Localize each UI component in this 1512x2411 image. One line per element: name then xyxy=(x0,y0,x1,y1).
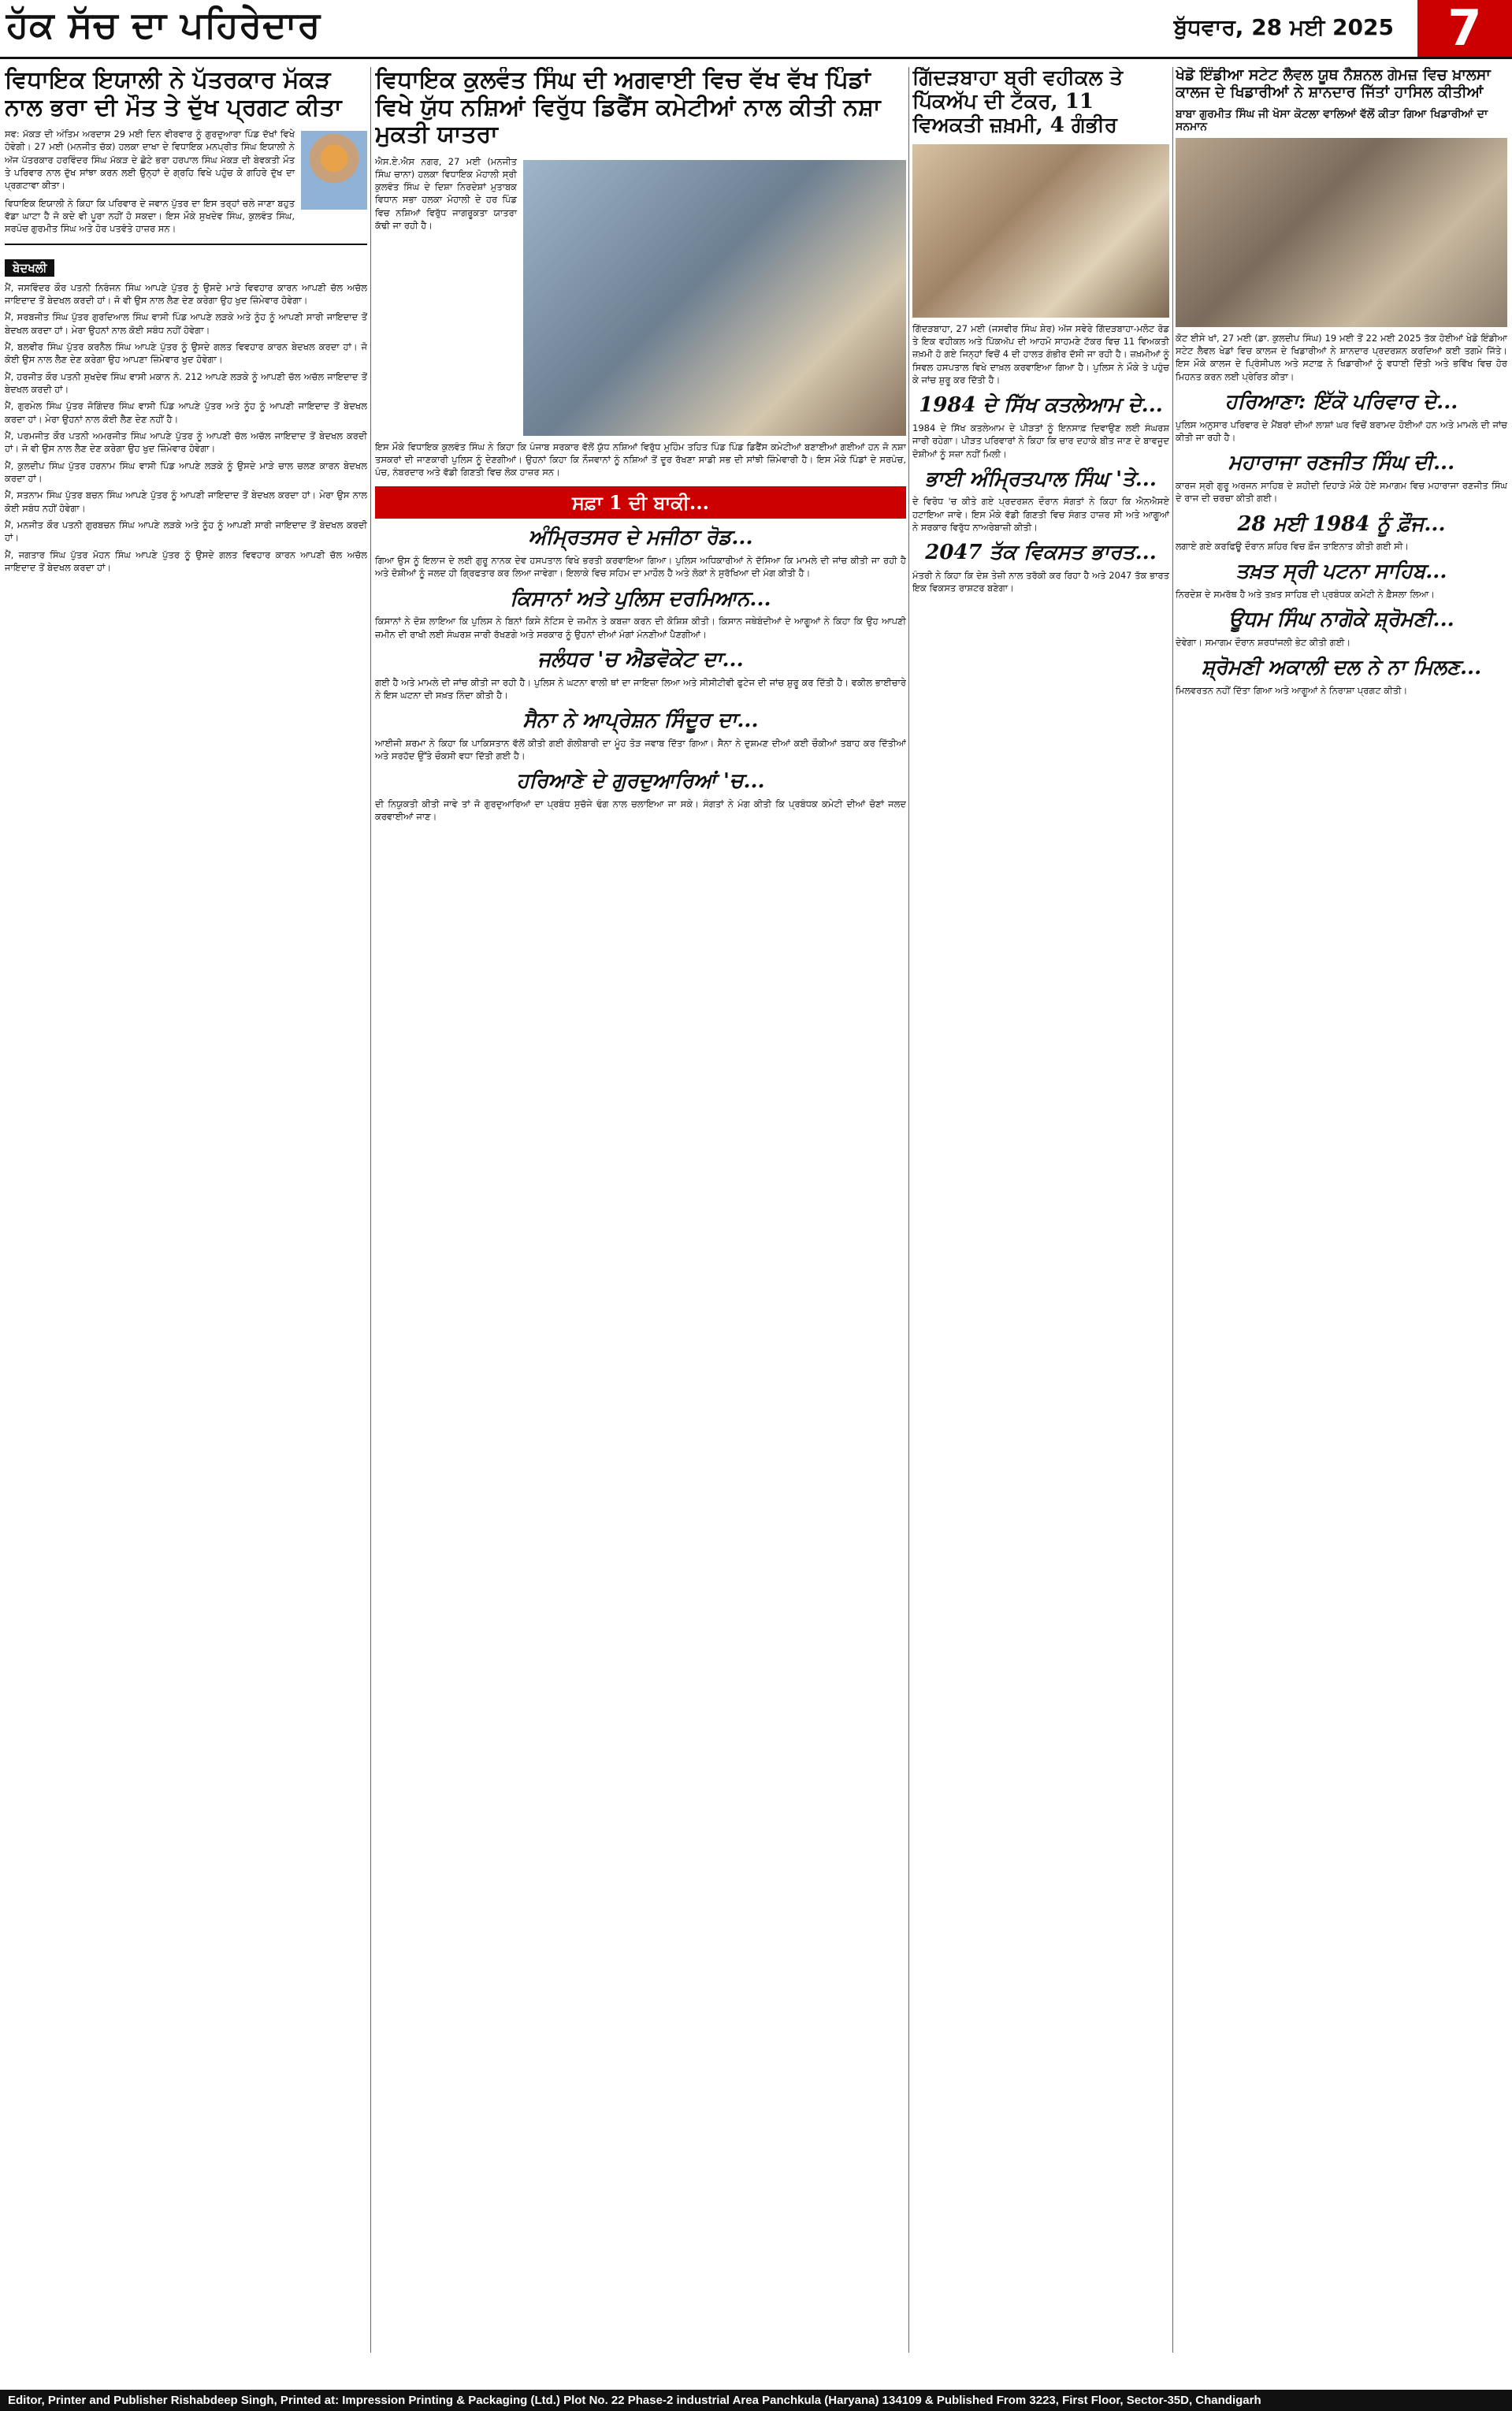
section-title: ਹਰਿਆਣੇ ਦੇ ਗੁਰਦੁਆਰਿਆਂ 'ਚ... xyxy=(516,769,765,794)
section-text: 1984 ਦੇ ਸਿੱਖ ਕਤਲੇਆਮ ਦੇ ਪੀੜਤਾਂ ਨੂੰ ਇਨਸਾਫ਼ ਦਿਵਾਉਣ ਲਈ ਸੰਘਰਸ਼ ਜਾਰੀ ਰਹੇਗਾ। ਪੀੜਤ ਪਰਿਵਾਰਾਂ ਨੇ ਕਿਹਾ ਕਿ ਚਾਰ ਦਹਾਕੇ ਬੀਤ ਜਾਣ ਦੇ ਬਾਵਜੂਦ ਦੋਸ਼ੀਆਂ ਨੂੰ ਸਜ਼ਾ ਨਹੀਂ ਮਿਲੀ। xyxy=(912,422,1169,460)
notice-item: ਮੈਂ, ਗੁਰਮੇਲ ਸਿੰਘ ਪੁੱਤਰ ਜੋਗਿੰਦਰ ਸਿੰਘ ਵਾਸੀ ਪਿੰਡ ਆਪਣੇ ਪੁੱਤਰ ਅਤੇ ਨੂੰਹ ਨੂੰ ਆਪਣੀ ਜਾਇਦਾਦ ਤੋਂ ਬੇਦਖਲ ਕਰਦਾ ਹਾਂ। ਮੇਰਾ ਉਹਨਾਂ ਨਾਲ ਕੋਈ ਲੈਣ ਦੇਣ ਨਹੀਂ ਹੈ। xyxy=(5,400,367,425)
reporter-photo xyxy=(301,131,367,210)
section-text: ਗਿਆ ਉਸ ਨੂੰ ਇਲਾਜ ਦੇ ਲਈ ਗੁਰੂ ਨਾਨਕ ਦੇਵ ਹਸਪਤਾਲ ਵਿਖੇ ਭਰਤੀ ਕਰਵਾਇਆ ਗਿਆ। ਪੁਲਿਸ ਅਧਿਕਾਰੀਆਂ ਨੇ ਦੱਸਿਆ ਕਿ ਮਾਮਲੇ ਦੀ ਜਾਂਚ ਕੀਤੀ ਜਾ ਰਹੀ ਹੈ ਅਤੇ ਦੋਸ਼ੀਆਂ ਨੂੰ ਜਲਦ ਹੀ ਗ੍ਰਿਫਤਾਰ ਕਰ ਲਿਆ ਜਾਵੇਗਾ। ਇਲਾਕੇ ਵਿਚ ਸਹਿਮ ਦਾ ਮਾਹੌਲ ਹੈ ਅਤੇ ਲੋਕਾਂ ਨੇ ਸੁਰੱਖਿਆ ਦੀ ਮੰਗ ਕੀਤੀ ਹੈ। xyxy=(375,555,906,579)
section-text: ਪੁਲਿਸ ਅਨੁਸਾਰ ਪਰਿਵਾਰ ਦੇ ਮੈਂਬਰਾਂ ਦੀਆਂ ਲਾਸ਼ਾਂ ਘਰ ਵਿਚੋਂ ਬਰਾਮਦ ਹੋਈਆਂ ਹਨ ਅਤੇ ਮਾਮਲੇ ਦੀ ਜਾਂਚ ਕੀਤੀ ਜਾ ਰਹੀ ਹੈ। xyxy=(1176,419,1507,443)
imprint-footer: Editor, Printer and Publisher Rishabdeep Singh, Printed at: Impression Printing & Packaging (Ltd.) Plot No. 22 Phase-2 industrial Area Panchkula (Haryana) 134109 & Published From 3223, First Floor, Sector-35D, Chandigarh xyxy=(0,2390,1512,2411)
section-text: ਨਿਰਦੇਸ਼ ਦੇ ਸਮਰੱਥ ਹੈ ਅਤੇ ਤਖ਼ਤ ਸਾਹਿਬ ਦੀ ਪ੍ਰਬੰਧਕ ਕਮੇਟੀ ਨੇ ਫ਼ੈਸਲਾ ਲਿਆ। xyxy=(1176,589,1435,601)
notice-item: ਮੈਂ, ਬਲਵੀਰ ਸਿੰਘ ਪੁੱਤਰ ਕਰਨੈਲ ਸਿੰਘ ਆਪਣੇ ਪੁੱਤਰ ਨੂੰ ਉਸਦੇ ਗਲਤ ਵਿਵਹਾਰ ਕਾਰਨ ਬੇਦਖਲ ਕਰਦਾ ਹਾਂ। ਜੋ ਕੋਈ ਉਸ ਨਾਲ ਲੈਣ ਦੇਣ ਕਰੇਗਾ ਉਹ ਆਪਣਾ ਜ਼ਿੰਮੇਵਾਰ ਖੁਦ ਹੋਵੇਗਾ। xyxy=(5,340,367,366)
issue-date: ਬੁੱਧਵਾਰ, 28 ਮਈ 2025 xyxy=(1173,14,1394,40)
section-text: ਕਾਰਜ ਸ੍ਰੀ ਗੁਰੂ ਅਰਜਨ ਸਾਹਿਬ ਦੇ ਸ਼ਹੀਦੀ ਦਿਹਾੜੇ ਮੌਕੇ ਹੋਏ ਸਮਾਗਮ ਵਿਚ ਮਹਾਰਾਜਾ ਰਣਜੀਤ ਸਿੰਘ ਦੇ ਰਾਜ ਦੀ ਚਰਚਾ ਕੀਤੀ ਗਈ। xyxy=(1176,479,1507,504)
notice-item: ਮੈਂ, ਜਸਵਿੰਦਰ ਕੌਰ ਪਤਨੀ ਨਿਰੰਜਨ ਸਿੰਘ ਆਪਣੇ ਪੁੱਤਰ ਨੂੰ ਉਸਦੇ ਮਾੜੇ ਵਿਵਹਾਰ ਕਾਰਨ ਆਪਣੀ ਚੱਲ ਅਚੱਲ ਜਾਇਦਾਦ ਤੋਂ ਬੇਦਖਲ ਕਰਦੀ ਹਾਂ। ਜੋ ਵੀ ਉਸ ਨਾਲ ਲੈਣ ਦੇਣ ਕਰੇਗਾ ਉਹ ਖੁਦ ਜ਼ਿੰਮੇਵਾਰ ਹੋਵੇਗਾ। xyxy=(5,281,367,306)
section-text: ਮਿਲਵਰਤਨ ਨਹੀਂ ਦਿੱਤਾ ਗਿਆ ਅਤੇ ਆਗੂਆਂ ਨੇ ਨਿਰਾਸ਼ਾ ਪ੍ਰਗਟ ਕੀਤੀ। xyxy=(1176,684,1408,696)
felicitation-photo xyxy=(1176,138,1507,327)
column-1 xyxy=(5,67,367,2353)
notice-item: ਮੈਂ, ਪਰਮਜੀਤ ਕੌਰ ਪਤਨੀ ਅਮਰਜੀਤ ਸਿੰਘ ਆਪਣੇ ਪੁੱਤਰ ਨੂੰ ਆਪਣੀ ਚੱਲ ਅਚੱਲ ਜਾਇਦਾਦ ਤੋਂ ਬੇਦਖਲ ਕਰਦੀ ਹਾਂ। ਜੋ ਵੀ ਉਸ ਨਾਲ ਲੈਣ ਦੇਣ ਕਰੇਗਾ ਉਹ ਖੁਦ ਜ਼ਿੰਮੇਵਾਰ ਹੋਵੇਗਾ। xyxy=(5,430,367,455)
section-title: ਸੈਨਾ ਨੇ ਆਪ੍ਰੇਸ਼ਨ ਸਿੰਦੂਰ ਦਾ... xyxy=(522,709,759,733)
column-4 xyxy=(1176,67,1507,701)
section-title: ਮਹਾਰਾਜਾ ਰਣਜੀਤ ਸਿੰਘ ਦੀ... xyxy=(1228,451,1455,475)
notice-item: ਮੈਂ, ਹਰਜੀਤ ਕੌਰ ਪਤਨੀ ਸੁਖਦੇਵ ਸਿੰਘ ਵਾਸੀ ਮਕਾਨ ਨੰ. 212 ਆਪਣੇ ਲੜਕੇ ਨੂੰ ਆਪਣੀ ਚੱਲ ਅਚੱਲ ਜਾਇਦਾਦ ਤੋਂ ਬੇਦਖਲ ਕਰਦੀ ਹਾਂ। xyxy=(5,370,367,395)
section-text: ਮੰਤਰੀ ਨੇ ਕਿਹਾ ਕਿ ਦੇਸ਼ ਤੇਜ਼ੀ ਨਾਲ ਤਰੱਕੀ ਕਰ ਰਿਹਾ ਹੈ ਅਤੇ 2047 ਤੱਕ ਭਾਰਤ ਇਕ ਵਿਕਸਤ ਰਾਸ਼ਟਰ ਬਣੇਗਾ। xyxy=(912,570,1169,594)
section-title: ਸ਼੍ਰੋਮਣੀ ਅਕਾਲੀ ਦਲ ਨੇ ਨਾ ਮਿਲਣ... xyxy=(1201,656,1482,680)
notice-item: ਮੈਂ, ਕੁਲਦੀਪ ਸਿੰਘ ਪੁੱਤਰ ਹਰਨਾਮ ਸਿੰਘ ਵਾਸੀ ਪਿੰਡ ਆਪਣੇ ਲੜਕੇ ਨੂੰ ਉਸਦੇ ਮਾੜੇ ਚਾਲ ਚਲਣ ਕਾਰਨ ਬੇਦਖਲ ਕਰਦਾ ਹਾਂ। xyxy=(5,460,367,484)
section-title: ਕਿਸਾਨਾਂ ਅਤੇ ਪੁਲਿਸ ਦਰਮਿਆਨ... xyxy=(510,586,771,611)
notice-item: ਮੈਂ, ਜਗਤਾਰ ਸਿੰਘ ਪੁੱਤਰ ਮੋਹਨ ਸਿੰਘ ਆਪਣੇ ਪੁੱਤਰ ਨੂੰ ਉਸਦੇ ਗਲਤ ਵਿਵਹਾਰ ਕਾਰਨ ਆਪਣੀ ਚੱਲ ਅਚੱਲ ਜਾਇਦਾਦ ਤੋਂ ਬੇਦਖਲ ਕਰਦਾ ਹਾਂ। xyxy=(5,549,367,573)
notice-item: ਮੈਂ, ਮਨਜੀਤ ਕੌਰ ਪਤਨੀ ਗੁਰਬਚਨ ਸਿੰਘ ਆਪਣੇ ਲੜਕੇ ਅਤੇ ਨੂੰਹ ਨੂੰ ਆਪਣੀ ਸਾਰੀ ਜਾਇਦਾਦ ਤੋਂ ਬੇਦਖਲ ਕਰਦੀ ਹਾਂ। xyxy=(5,519,367,544)
masthead xyxy=(0,0,1512,59)
article-subhead: ਬਾਬਾ ਗੁਰਮੀਤ ਸਿੰਘ ਜੀ ਖੋਸਾ ਕੋਟਲਾ ਵਾਲਿਆਂ ਵੱਲੋਂ ਕੀਤਾ ਗਿਆ ਖਿਡਾਰੀਆਂ ਦਾ ਸਨਮਾਨ xyxy=(1176,107,1488,133)
section-text: ਗਈ ਹੈ ਅਤੇ ਮਾਮਲੇ ਦੀ ਜਾਂਚ ਕੀਤੀ ਜਾ ਰਹੀ ਹੈ। ਪੁਲਿਸ ਨੇ ਘਟਨਾ ਵਾਲੀ ਥਾਂ ਦਾ ਜਾਇਜ਼ਾ ਲਿਆ ਅਤੇ ਸੀਸੀਟੀਵੀ ਫੁਟੇਜ ਦੀ ਜਾਂਚ ਸ਼ੁਰੂ ਕਰ ਦਿੱਤੀ ਹੈ। ਵਕੀਲ ਭਾਈਚਾਰੇ ਨੇ ਇਸ ਘਟਨਾ ਦੀ ਸਖ਼ਤ ਨਿੰਦਾ ਕੀਤੀ ਹੈ। xyxy=(375,676,906,701)
section-title: ਜਲੰਧਰ 'ਚ ਐਡਵੋਕੇਟ ਦਾ... xyxy=(537,647,744,672)
article-headline: ਵਿਧਾਇਕ ਇਯਾਲੀ ਨੇ ਪੱਤਰਕਾਰ ਮੱਕੜ ਨਾਲ ਭਰਾ ਦੀ ਮੌਤ ਤੇ ਦੁੱਖ ਪ੍ਰਗਟ ਕੀਤਾ xyxy=(5,67,342,121)
section-title: 28 ਮਈ 1984 ਨੂੰ ਫ਼ੌਜ... xyxy=(1237,512,1446,536)
notice-item: ਮੈਂ, ਸਤਨਾਮ ਸਿੰਘ ਪੁੱਤਰ ਬਚਨ ਸਿੰਘ ਆਪਣੇ ਪੁੱਤਰ ਨੂੰ ਆਪਣੀ ਜਾਇਦਾਦ ਤੋਂ ਬੇਦਖਲ ਕਰਦਾ ਹਾਂ। ਮੇਰਾ ਉਸ ਨਾਲ ਕੋਈ ਸਬੰਧ ਨਹੀਂ ਹੋਵੇਗਾ। xyxy=(5,489,367,514)
notice-list xyxy=(5,281,367,575)
continuation-banner: ਸਫ਼ਾ 1 ਦੀ ਬਾਕੀ... xyxy=(375,486,906,519)
article-body: ਵਿਧਾਇਕ ਇਯਾਲੀ ਨੇ ਕਿਹਾ ਕਿ ਪਰਿਵਾਰ ਦੇ ਜਵਾਨ ਪੁੱਤਰ ਦਾ ਇਸ ਤਰ੍ਹਾਂ ਚਲੇ ਜਾਣਾ ਬਹੁਤ ਵੱਡਾ ਘਾਟਾ ਹੈ ਜੋ ਕਦੇ ਵੀ ਪੂਰਾ ਨਹੀਂ ਹੋ ਸਕਦਾ। ਇਸ ਮੌਕੇ ਸੁਖਦੇਵ ਸਿੰਘ, ਕੁਲਵੰਤ ਸਿੰਘ, ਸਰਪੰਚ ਗੁਰਮੀਤ ਸਿੰਘ ਅਤੇ ਹੋਰ ਪਤਵੰਤੇ ਹਾਜ਼ਰ ਸਨ। xyxy=(5,197,295,235)
section-title: 1984 ਦੇ ਸਿੱਖ ਕਤਲੇਆਮ ਦੇ... xyxy=(919,393,1163,418)
event-photo xyxy=(523,160,906,436)
article-body: ਕੋਟ ਈਸੇ ਖਾਂ, 27 ਮਈ (ਡਾ. ਕੁਲਦੀਪ ਸਿੰਘ) 19 ਮਈ ਤੋਂ 22 ਮਈ 2025 ਤੱਕ ਹੋਈਆਂ ਖੇਡੋ ਇੰਡੀਆ ਸਟੇਟ ਲੈਵਲ ਖੇਡਾਂ ਵਿਚ ਕਾਲਜ ਦੇ ਖਿਡਾਰੀਆਂ ਨੇ ਸ਼ਾਨਦਾਰ ਪ੍ਰਦਰਸ਼ਨ ਕਰਦਿਆਂ ਕਈ ਤਗਮੇ ਜਿੱਤੇ। ਇਸ ਮੌਕੇ ਕਾਲਜ ਦੇ ਪ੍ਰਿੰਸੀਪਲ ਅਤੇ ਸਟਾਫ਼ ਨੇ ਖਿਡਾਰੀਆਂ ਨੂੰ ਵਧਾਈ ਦਿੱਤੀ ਅਤੇ ਭਵਿੱਖ ਵਿਚ ਹੋਰ ਮਿਹਨਤ ਕਰਨ ਲਈ ਪ੍ਰੇਰਿਤ ਕੀਤਾ। xyxy=(1176,332,1507,382)
column-3 xyxy=(912,67,1169,600)
section-title: ਤਖ਼ਤ ਸ੍ਰੀ ਪਟਨਾ ਸਾਹਿਬ... xyxy=(1235,560,1447,584)
section-text: ਕਿਸਾਨਾਂ ਨੇ ਦੋਸ਼ ਲਾਇਆ ਕਿ ਪੁਲਿਸ ਨੇ ਬਿਨਾਂ ਕਿਸੇ ਨੋਟਿਸ ਦੇ ਜ਼ਮੀਨ ਤੇ ਕਬਜ਼ਾ ਕਰਨ ਦੀ ਕੋਸ਼ਿਸ਼ ਕੀਤੀ। ਕਿਸਾਨ ਜਥੇਬੰਦੀਆਂ ਦੇ ਆਗੂਆਂ ਨੇ ਕਿਹਾ ਕਿ ਉਹ ਆਪਣੀ ਜ਼ਮੀਨ ਦੀ ਰਾਖੀ ਲਈ ਸੰਘਰਸ਼ ਜਾਰੀ ਰੱਖਣਗੇ ਅਤੇ ਸਰਕਾਰ ਨੂੰ ਉਹਨਾਂ ਦੀਆਂ ਮੰਗਾਂ ਮੰਨਣੀਆਂ ਪੈਣਗੀਆਂ। xyxy=(375,616,906,640)
section-title: ਭਾਈ ਅੰਮ੍ਰਿਤਪਾਲ ਸਿੰਘ 'ਤੇ... xyxy=(925,467,1157,491)
article-headline: ਖੇਡੋ ਇੰਡੀਆ ਸਟੇਟ ਲੈਵਲ ਯੂਥ ਨੈਸ਼ਨਲ ਗੇਮਜ਼ ਵਿਚ ਖ਼ਾਲਸਾ ਕਾਲਜ ਦੇ ਖਿਡਾਰੀਆਂ ਨੇ ਸ਼ਾਨਦਾਰ ਜਿੱਤਾਂ ਹਾਸਿਲ ਕੀਤੀਆਂ xyxy=(1176,67,1491,101)
article-body: ਸਵ: ਮੱਕੜ ਦੀ ਅੰਤਿਮ ਅਰਦਾਸ 29 ਮਈ ਦਿਨ ਵੀਰਵਾਰ ਨੂੰ ਗੁਰਦੁਆਰਾ ਪਿੰਡ ਦੱਖਾਂ ਵਿਖੇ ਹੋਵੇਗੀ। 27 ਮਈ (ਮਨਜੀਤ ਚੱਕ) ਹਲਕਾ ਦਾਖਾ ਦੇ ਵਿਧਾਇਕ ਮਨਪ੍ਰੀਤ ਸਿੰਘ ਇਯਾਲੀ ਨੇ ਅੱਜ ਪੱਤਰਕਾਰ ਹਰਵਿੰਦਰ ਸਿੰਘ ਮੱਕੜ ਦੇ ਛੋਟੇ ਭਰਾ ਹਰਪਾਲ ਸਿੰਘ ਮੱਕੜ ਦੀ ਬੇਵਕਤੀ ਮੌਤ ਤੇ ਪਰਿਵਾਰ ਨਾਲ ਦੁੱਖ ਸਾਂਝਾ ਕਰਨ ਲਈ ਉਨ੍ਹਾਂ ਦੇ ਗ੍ਰਹਿ ਵਿਖੇ ਪਹੁੰਚ ਕੇ ਗਹਿਰੇ ਦੁੱਖ ਦਾ ਪ੍ਰਗਟਾਵਾ ਕੀਤਾ। xyxy=(5,128,295,192)
article-body: ਇਸ ਮੌਕੇ ਵਿਧਾਇਕ ਕੁਲਵੰਤ ਸਿੰਘ ਨੇ ਕਿਹਾ ਕਿ ਪੰਜਾਬ ਸਰਕਾਰ ਵੱਲੋਂ ਯੁੱਧ ਨਸ਼ਿਆਂ ਵਿਰੁੱਧ ਮੁਹਿੰਮ ਤਹਿਤ ਪਿੰਡ ਪਿੰਡ ਡਿਫੈਂਸ ਕਮੇਟੀਆਂ ਬਣਾਈਆਂ ਗਈਆਂ ਹਨ ਜੋ ਨਸ਼ਾ ਤਸਕਰਾਂ ਦੀ ਜਾਣਕਾਰੀ ਪੁਲਿਸ ਨੂੰ ਦੇਣਗੀਆਂ। ਉਹਨਾਂ ਕਿਹਾ ਕਿ ਨੌਜਵਾਨਾਂ ਨੂੰ ਨਸ਼ਿਆਂ ਤੋਂ ਦੂਰ ਰੱਖਣਾ ਸਾਡੀ ਸਭ ਦੀ ਸਾਂਝੀ ਜ਼ਿੰਮੇਵਾਰੀ ਹੈ। ਇਸ ਮੌਕੇ ਪਿੰਡਾਂ ਦੇ ਸਰਪੰਚ, ਪੰਚ, ਨੰਬਰਦਾਰ ਅਤੇ ਵੱਡੀ ਗਿਣਤੀ ਵਿਚ ਲੋਕ ਹਾਜ਼ਰ ਸਨ। xyxy=(375,441,906,478)
section-text: ਦੇਵੇਗਾ। ਸਮਾਗਮ ਦੌਰਾਨ ਸ਼ਰਧਾਂਜਲੀ ਭੇਟ ਕੀਤੀ ਗਈ। xyxy=(1176,636,1351,648)
section-text: ਲਗਾਏ ਗਏ ਕਰਫਿਊ ਦੌਰਾਨ ਸ਼ਹਿਰ ਵਿਚ ਫ਼ੌਜ ਤਾਇਨਾਤ ਕੀਤੀ ਗਈ ਸੀ। xyxy=(1176,541,1410,553)
section-text: ਦੀ ਨਿਯੁਕਤੀ ਕੀਤੀ ਜਾਵੇ ਤਾਂ ਜੋ ਗੁਰਦੁਆਰਿਆਂ ਦਾ ਪ੍ਰਬੰਧ ਸੁਚੱਜੇ ਢੰਗ ਨਾਲ ਚਲਾਇਆ ਜਾ ਸਕੇ। ਸੰਗਤਾਂ ਨੇ ਮੰਗ ਕੀਤੀ ਕਿ ਪ੍ਰਬੰਧਕ ਕਮੇਟੀ ਦੀਆਂ ਚੋਣਾਂ ਜਲਦ ਕਰਵਾਈਆਂ ਜਾਣ। xyxy=(375,798,906,823)
column-divider xyxy=(1172,67,1173,2353)
section-title: ਊਧਮ ਸਿੰਘ ਨਾਗੋਕੇ ਸ਼੍ਰੋਮਣੀ... xyxy=(1228,608,1454,632)
column-divider xyxy=(908,67,909,2353)
section-tag: ਬੇਦਖਲੀ xyxy=(5,259,54,277)
column-2 xyxy=(375,67,906,2353)
section-text: ਦੇ ਵਿਰੋਧ 'ਚ ਕੀਤੇ ਗਏ ਪ੍ਰਦਰਸ਼ਨ ਦੌਰਾਨ ਸੰਗਤਾਂ ਨੇ ਕਿਹਾ ਕਿ ਐਨਐਸਏ ਹਟਾਇਆ ਜਾਵੇ। ਇਸ ਮੌਕੇ ਵੱਡੀ ਗਿਣਤੀ ਵਿਚ ਸੰਗਤ ਹਾਜ਼ਰ ਸੀ ਅਤੇ ਆਗੂਆਂ ਨੇ ਸਰਕਾਰ ਵਿਰੁੱਧ ਨਾਅਰੇਬਾਜ਼ੀ ਕੀਤੀ। xyxy=(912,496,1169,534)
article-headline: ਵਿਧਾਇਕ ਕੁਲਵੰਤ ਸਿੰਘ ਦੀ ਅਗਵਾਈ ਵਿਚ ਵੱਖ ਵੱਖ ਪਿੰਡਾਂ ਵਿਖੇ ਯੁੱਧ ਨਸ਼ਿਆਂ ਵਿਰੁੱਧ ਡਿਫੈਂਸ ਕਮੇਟੀਆਂ ਨਾਲ ਕੀਤੀ ਨਸ਼ਾ ਮੁਕਤੀ ਯਾਤਰਾ xyxy=(375,67,881,148)
section-title: ਹਰਿਆਣਾ: ਇੱਕੋ ਪਰਿਵਾਰ ਦੇ... xyxy=(1224,390,1458,414)
accident-photo xyxy=(912,144,1169,318)
article-headline: ਗਿੱਦੜਬਾਹਾ ਬ੍ਰੀ ਵਹੀਕਲ ਤੇ ਪਿੱਕਅੱਪ ਦੀ ਟੱਕਰ, 11 ਵਿਅਕਤੀ ਜ਼ਖ਼ਮੀ, 4 ਗੰਭੀਰ xyxy=(912,67,1124,137)
section-title: 2047 ਤੱਕ ਵਿਕਸਤ ਭਾਰਤ... xyxy=(925,541,1157,565)
section-text: ਆਈਜੀ ਸ਼ਰਮਾ ਨੇ ਕਿਹਾ ਕਿ ਪਾਕਿਸਤਾਨ ਵੱਲੋਂ ਕੀਤੀ ਗਈ ਗੋਲੀਬਾਰੀ ਦਾ ਮੂੰਹ ਤੋੜ ਜਵਾਬ ਦਿੱਤਾ ਗਿਆ। ਸੈਨਾ ਨੇ ਦੁਸ਼ਮਣ ਦੀਆਂ ਕਈ ਚੌਕੀਆਂ ਤਬਾਹ ਕਰ ਦਿੱਤੀਆਂ ਅਤੇ ਸਰਹੱਦ ਉੱਤੇ ਚੌਕਸੀ ਵਧਾ ਦਿੱਤੀ ਗਈ ਹੈ। xyxy=(375,737,906,762)
page-number: 7 xyxy=(1417,0,1512,57)
column-divider xyxy=(370,67,371,2353)
notice-item: ਮੈਂ, ਸਰਬਜੀਤ ਸਿੰਘ ਪੁੱਤਰ ਗੁਰਦਿਆਲ ਸਿੰਘ ਵਾਸੀ ਪਿੰਡ ਆਪਣੇ ਲੜਕੇ ਅਤੇ ਨੂੰਹ ਨੂੰ ਆਪਣੀ ਸਾਰੀ ਜਾਇਦਾਦ ਤੋਂ ਬੇਦਖਲ ਕਰਦਾ ਹਾਂ। ਮੇਰਾ ਉਹਨਾਂ ਨਾਲ ਕੋਈ ਸਬੰਧ ਨਹੀਂ ਹੋਵੇਗਾ। xyxy=(5,311,367,336)
newspaper-logo: ਹੱਕ ਸੱਚ ਦਾ ਪਹਿਰੇਦਾਰ xyxy=(6,3,321,46)
section-title: ਅੰਮ੍ਰਿਤਸਰ ਦੇ ਮਜੀਠਾ ਰੋਡ... xyxy=(528,526,753,550)
section-rule xyxy=(5,244,367,245)
article-body: ਗਿੱਦੜਬਾਹਾ, 27 ਮਈ (ਜਸਵੀਰ ਸਿੰਘ ਸ਼ੇਰ) ਅੱਜ ਸਵੇਰੇ ਗਿੱਦੜਬਾਹਾ-ਮਲੋਟ ਰੋਡ ਤੇ ਇਕ ਵਹੀਕਲ ਅਤੇ ਪਿੱਕਅੱਪ ਦੀ ਆਹਮੋ ਸਾਹਮਣੇ ਟੱਕਰ ਵਿਚ 11 ਵਿਅਕਤੀ ਜ਼ਖ਼ਮੀ ਹੋ ਗਏ ਜਿਨ੍ਹਾਂ ਵਿਚੋਂ 4 ਦੀ ਹਾਲਤ ਗੰਭੀਰ ਦੱਸੀ ਜਾ ਰਹੀ ਹੈ। ਜ਼ਖ਼ਮੀਆਂ ਨੂੰ ਸਿਵਲ ਹਸਪਤਾਲ ਵਿਖੇ ਦਾਖ਼ਲ ਕਰਵਾਇਆ ਗਿਆ ਹੈ। ਪੁਲਿਸ ਨੇ ਮੌਕੇ ਤੇ ਪਹੁੰਚ ਕੇ ਜਾਂਚ ਸ਼ੁਰੂ ਕਰ ਦਿੱਤੀ ਹੈ। xyxy=(912,322,1169,385)
article-lead: ਐਸ.ਏ.ਐਸ ਨਗਰ, 27 ਮਈ (ਮਨਜੀਤ ਸਿੰਘ ਚਾਨਾ) ਹਲਕਾ ਵਿਧਾਇਕ ਮੋਹਾਲੀ ਸ੍ਰੀ ਕੁਲਵੰਤ ਸਿੰਘ ਦੇ ਦਿਸ਼ਾ ਨਿਰਦੇਸ਼ਾਂ ਮੁਤਾਬਕ ਵਿਧਾਨ ਸਭਾ ਹਲਕਾ ਮੋਹਾਲੀ ਦੇ ਹਰ ਪਿੰਡ ਵਿਚ ਨਸ਼ਿਆਂ ਵਿਰੁੱਧ ਜਾਗਰੂਕਤਾ ਯਾਤਰਾ ਕੱਢੀ ਜਾ ਰਹੀ ਹੈ। xyxy=(375,155,517,232)
